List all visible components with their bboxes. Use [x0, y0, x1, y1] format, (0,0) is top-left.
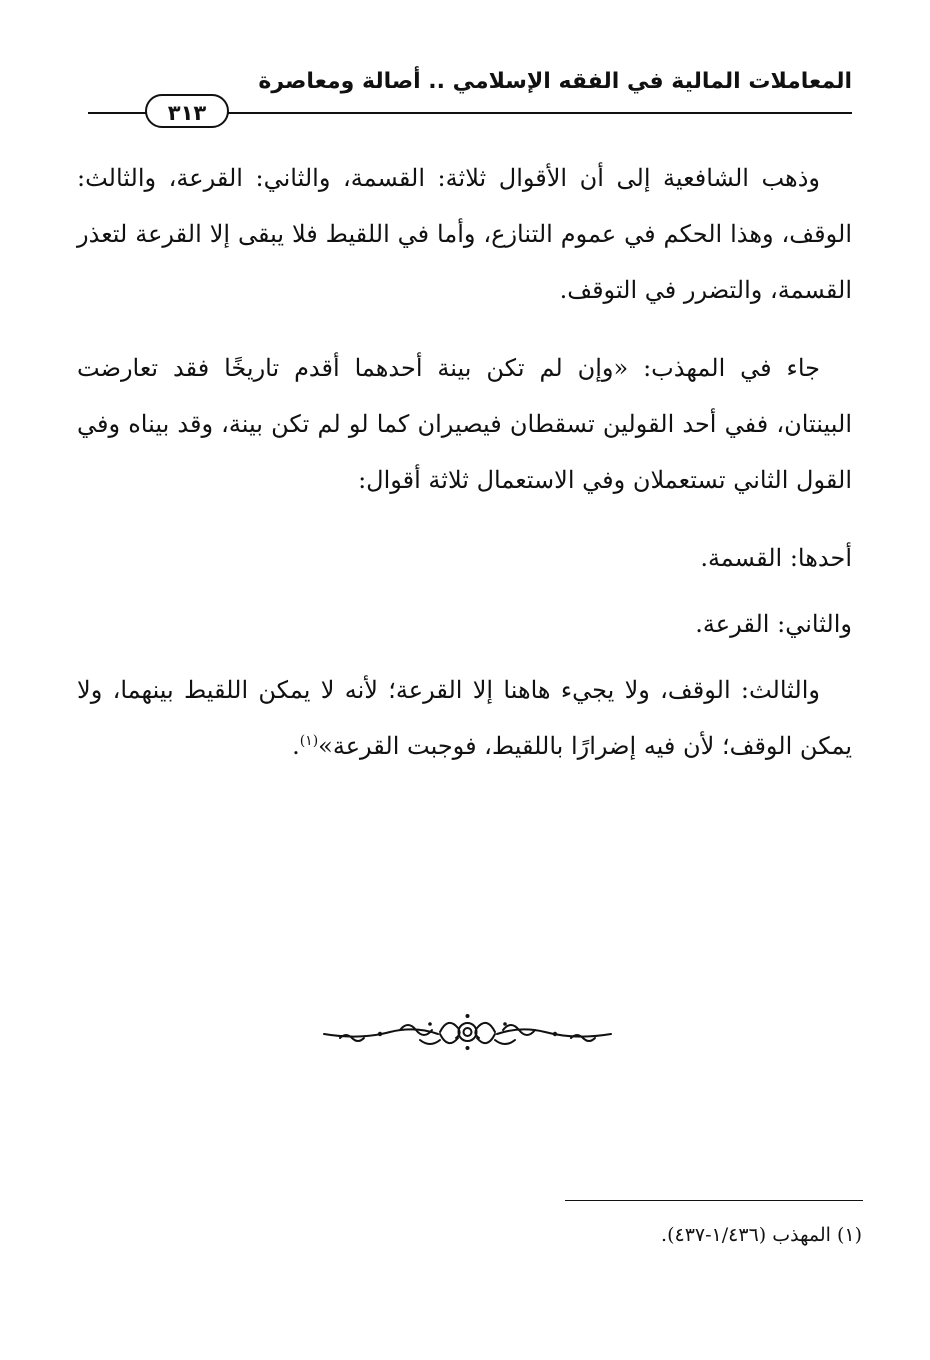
paragraph-5-text: والثالث: الوقف، ولا يجيء هاهنا إلا القرعة؛ لأنه لا يمكن اللقيط بينهما، ولا يمكن الوقف؛ لأن فيه إضرارًا باللقيط، فوجبت القرعة»	[77, 676, 852, 760]
paragraph-5-period: .	[292, 732, 300, 760]
paragraph-4: والثاني: القرعة.	[695, 610, 852, 638]
paragraph-2: جاء في المهذب: «وإن لم تكن بينة أحدهما أقدم تاريخًا فقد تعارضت البينتان، ففي أحد القولين تسقطان فيصيران كما لو لم تكن بينة، وقد بيناه وفي القول الثاني تستعملان وفي الاستعمال ثلاثة أقوال:	[77, 354, 852, 494]
running-title: المعاملات المالية في الفقه الإسلامي .. أصالة ومعاصرة	[258, 69, 852, 94]
footnote: (١) المهذب (١/٤٣٦-٤٣٧).	[661, 1224, 862, 1246]
ornament-divider-icon	[320, 1010, 615, 1054]
footnote-reference: (١)	[299, 733, 319, 749]
body-text	[77, 150, 852, 796]
paragraph-5	[77, 662, 852, 774]
footnote-rule	[565, 1200, 863, 1201]
paragraph-3: أحدها: القسمة.	[700, 544, 852, 572]
paragraph-1: وذهب الشافعية إلى أن الأقوال ثلاثة: القسمة، والثاني: القرعة، والثالث: الوقف، وهذا الحكم في عموم التنازع، وأما في اللقيط فلا يبقى إلا القرعة لتعذر القسمة، والتضرر في التوقف.	[77, 164, 852, 304]
page-number: ٣١٣	[145, 94, 229, 128]
